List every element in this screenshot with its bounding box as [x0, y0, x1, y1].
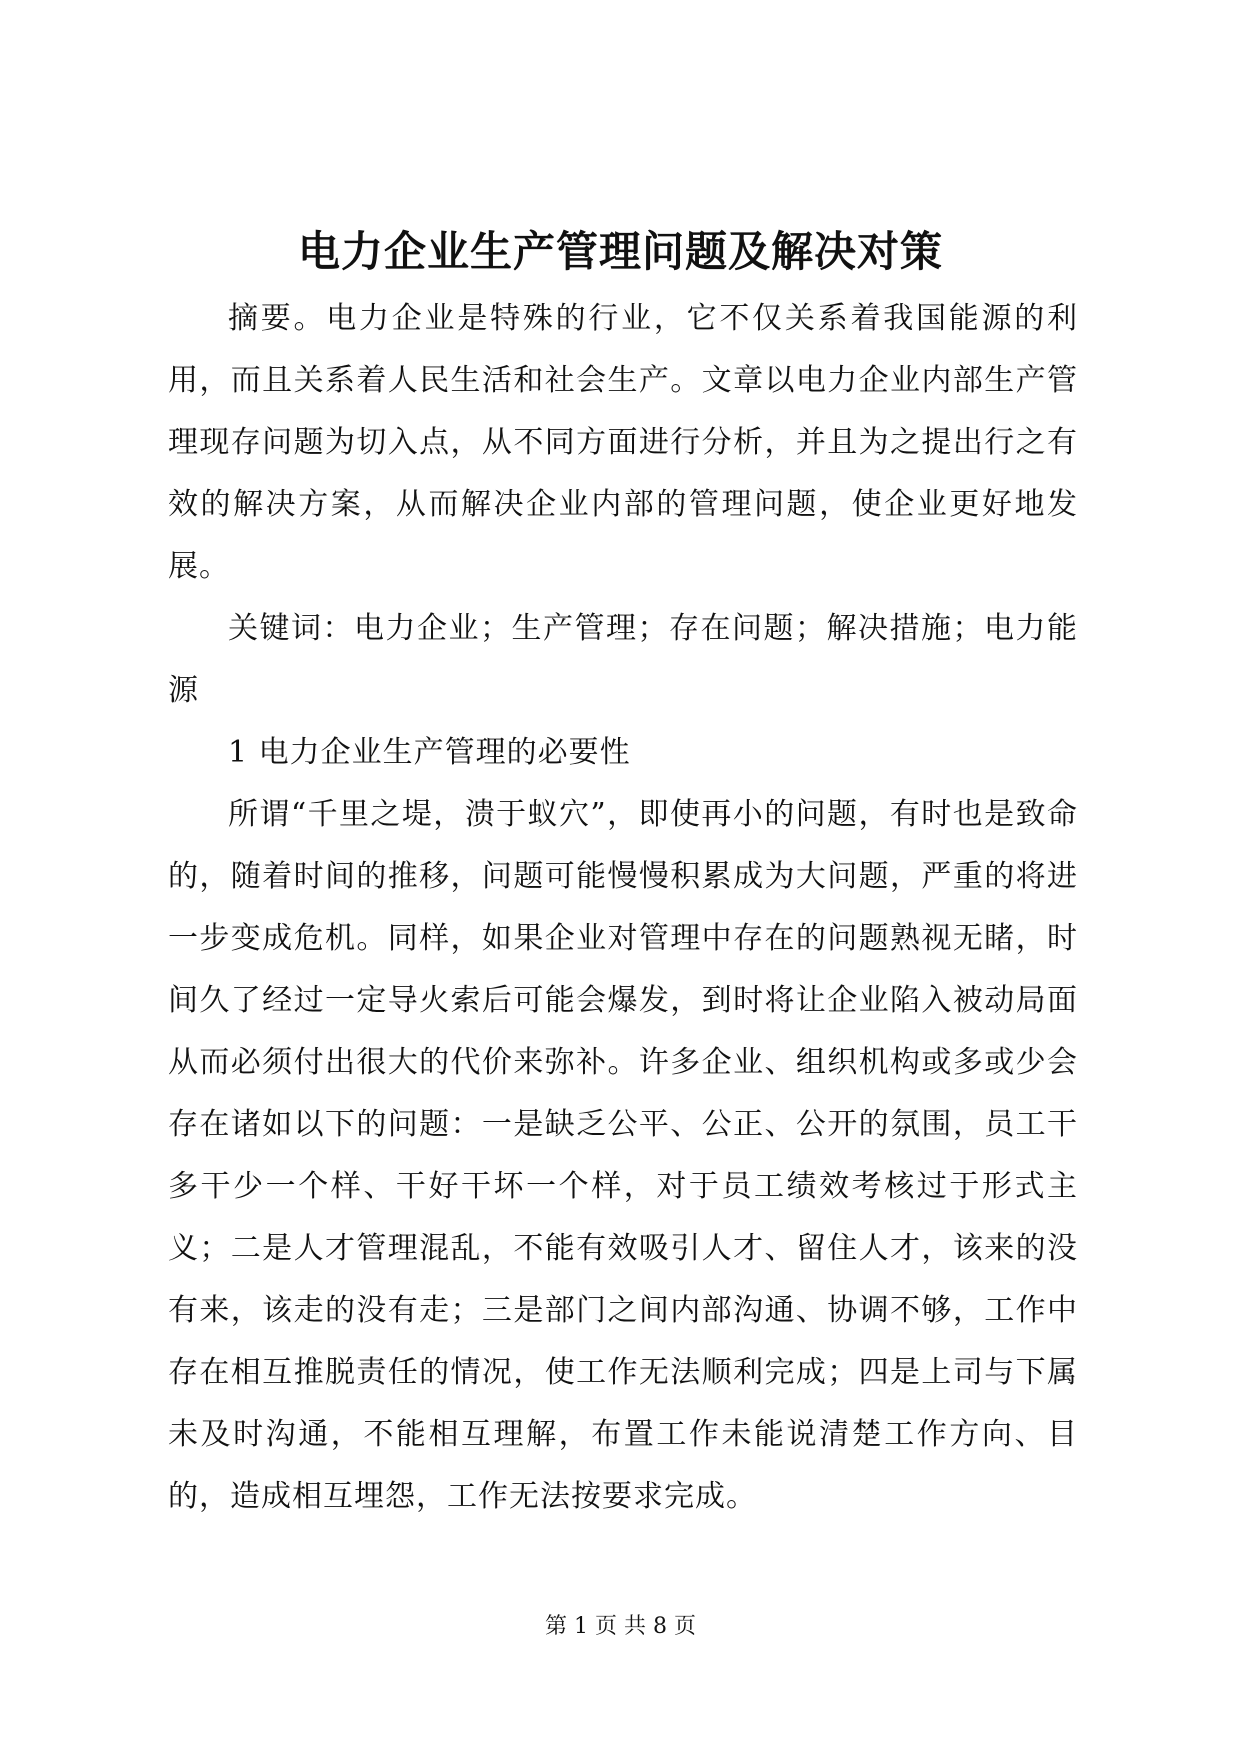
section-heading: 1 电力企业生产管理的必要性: [228, 735, 631, 770]
document-title: 电力企业生产管理问题及解决对策: [297, 227, 943, 276]
page-footer: 第 1 页 共 8 页: [545, 1614, 696, 1639]
document-body: [168, 288, 1078, 1528]
section-body-paragraph: 所谓“千里之堤，溃于蚁穴”，即使再小的问题，有时也是致命的，随着时间的推移，问题可能慢慢积累成为大问题，严重的将进一步变成危机。同样，如果企业对管理中存在的问题熟视无睹，时间久了经过一定导火索后可能会爆发，到时将让企业陷入被动局面从而必须付出很大的代价来弥补。许多企业、组织机构或多或少会存在诸如以下的问题：一是缺乏公平、公正、公开的氛围，员工干多干少一个样、干好干坏一个样，对于员工绩效考核过于形式主义；二是人才管理混乱，不能有效吸引人才、留住人才，该来的没有来，该走的没有走；三是部门之间内部沟通、协调不够，工作中存在相互推脱责任的情况，使工作无法顺利完成；四是上司与下属未及时沟通，不能相互理解，布置工作未能说清楚工作方向、目的，造成相互埋怨，工作无法按要求完成。: [168, 797, 1078, 1514]
keywords-paragraph: 关键词：电力企业；生产管理；存在问题；解决措施；电力能源: [168, 611, 1078, 708]
abstract-paragraph: 摘要。电力企业是特殊的行业，它不仅关系着我国能源的利用，而且关系着人民生活和社会生产。文章以电力企业内部生产管理现存问题为切入点，从不同方面进行分析，并且为之提出行之有效的解决方案，从而解决企业内部的管理问题，使企业更好地发展。: [168, 301, 1078, 584]
